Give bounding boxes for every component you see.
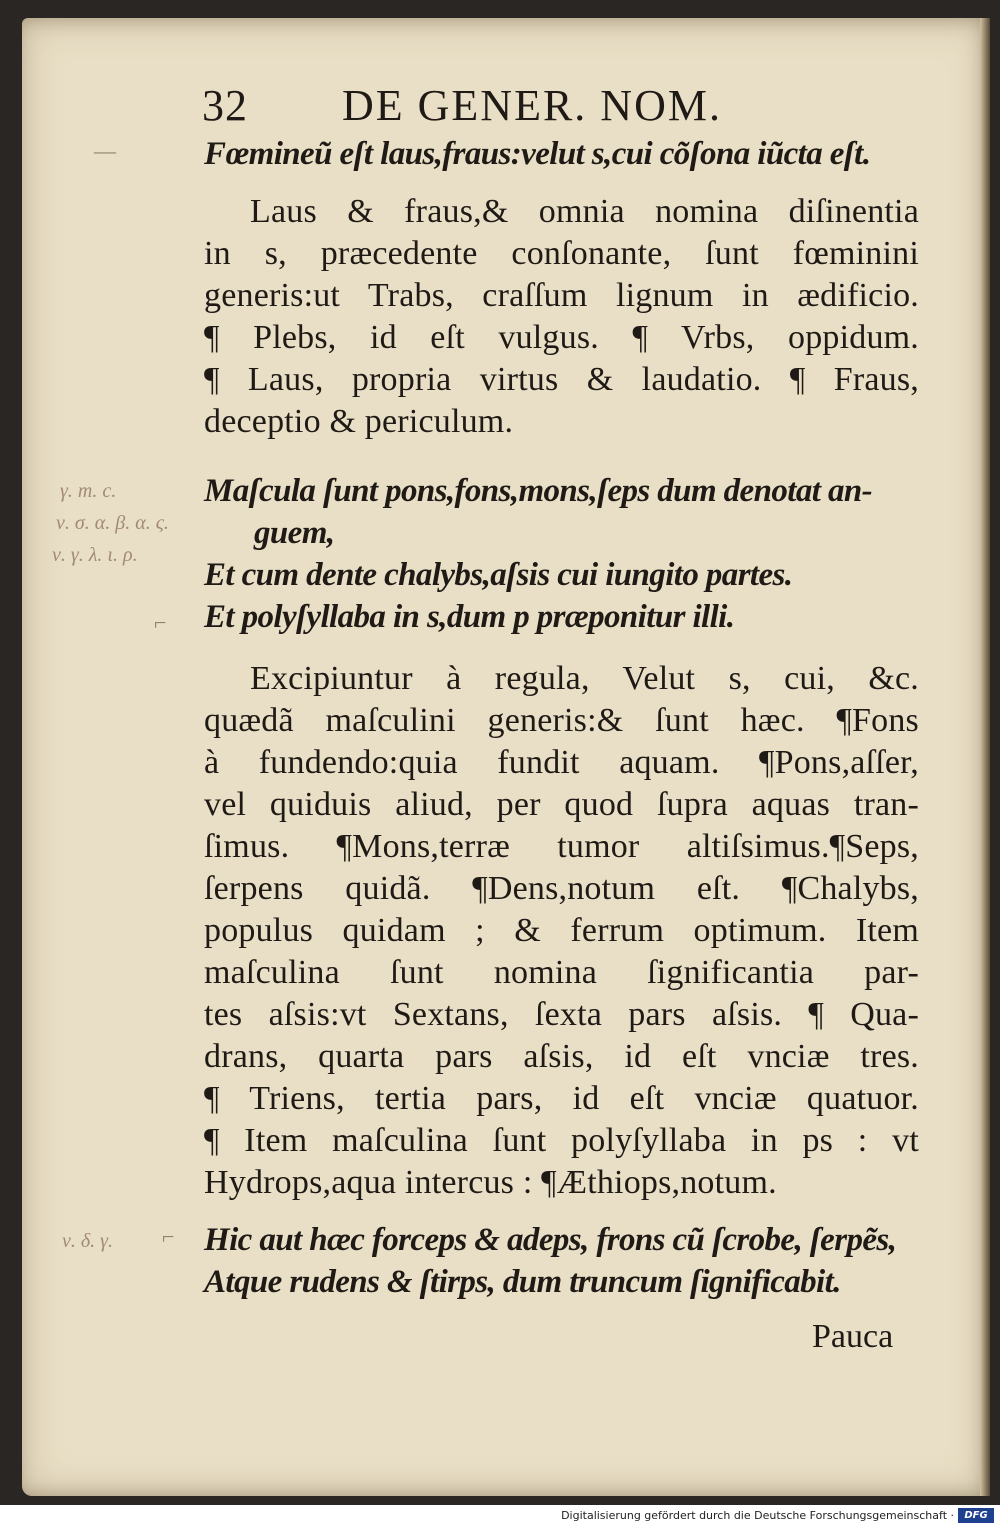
prose2-line-7: populus quidam ; & ferrum optimum. Item — [204, 912, 919, 949]
prose1-line-5: ¶ Laus, propria virtus & laudatio. ¶ Fraus, — [204, 361, 919, 398]
digitization-footer — [0, 1506, 1000, 1527]
prose2-line-9: tes aſsis:vt Sextans, ſexta pars aſsis. ¶ Qua- — [204, 996, 919, 1033]
prose2-line-3: à fundendo:quia fundit aquam. ¶Pons,aſſer, — [204, 744, 919, 781]
verse-rule-2-line-1: Maſcula ſunt pons,fons,mons,ſeps dum denotat an- — [204, 473, 872, 509]
prose2-line-10: drans, quarta pars aſsis, id eſt vnciæ tres. — [204, 1038, 919, 1075]
margin-mark: ⌐ — [154, 610, 167, 635]
verse-rule-1: Fœmineũ eſt laus,fraus:velut s,cui cõſona iũcta eſt. — [204, 136, 871, 172]
running-title: DE GENER. NOM. — [342, 81, 722, 130]
prose2-line-8: maſculina ſunt nomina ſignificantia par- — [204, 954, 919, 991]
prose1-line-1: Laus & fraus,& omnia nomina diſinentia — [250, 193, 919, 230]
verse-rule-2-line-4: Et polyſyllaba in s,dum p præponitur illi. — [204, 599, 735, 635]
prose1-line-6: deceptio & periculum. — [204, 403, 514, 440]
prose2-line-4: vel quiduis aliud, per quod ſupra aquas tran- — [204, 786, 919, 823]
margin-note-4: ν. δ. γ. — [62, 1230, 114, 1252]
book-page — [22, 18, 990, 1496]
page-gutter-edge — [980, 18, 990, 1496]
verse-rule-3-line-2: Atque rudens & ſtirps, dum truncum ſignificabit. — [204, 1264, 841, 1300]
verse-rule-2-line-2: guem, — [254, 515, 335, 551]
prose1-line-4: ¶ Plebs, id eſt vulgus. ¶ Vrbs, oppidum. — [204, 319, 919, 356]
margin-note-3: ν. γ. λ. ι. ρ. — [52, 544, 138, 566]
prose2-line-13: Hydrops,aqua intercus : ¶Æthiops,notum. — [204, 1164, 777, 1201]
verse-rule-3-line-1: Hic aut hæc forceps & adeps, frons cũ ſcrobe, ſerpẽs, — [204, 1222, 897, 1258]
prose2-line-2: quædã maſculini generis:& ſunt hæc. ¶Fons — [204, 702, 919, 739]
prose2-line-11: ¶ Triens, tertia pars, id eſt vnciæ quatuor. — [204, 1080, 919, 1117]
prose2-line-6: ſerpens quidã. ¶Dens,notum eſt. ¶Chalybs, — [204, 870, 919, 907]
prose1-line-3: generis:ut Trabs, craſſum lignum in ædificio. — [204, 277, 919, 314]
dfg-logo: DFG — [958, 1508, 994, 1523]
margin-note-2: ν. σ. α. β. α. ς. — [56, 512, 169, 534]
page-header — [202, 80, 802, 140]
margin-dash: — — [94, 138, 116, 163]
margin-note-1: γ. m. c. — [60, 480, 117, 502]
prose2-line-12: ¶ Item maſculina ſunt polyſyllaba in ps : vt — [204, 1122, 919, 1159]
catchword: Pauca — [812, 1318, 894, 1355]
margin-mark: ⌐ — [162, 1224, 175, 1249]
verse-rule-2-line-3: Et cum dente chalybs,aſsis cui iungito partes. — [204, 557, 793, 593]
prose1-line-2: in s, præcedente conſonante, ſunt fœminini — [204, 235, 919, 272]
funding-credit: Digitalisierung gefördert durch die Deutsche Forschungsgemeinschaft · — [561, 1509, 954, 1522]
page-number: 32 — [202, 81, 248, 130]
prose2-line-1: Excipiuntur à regula, Velut s, cui, &c. — [250, 660, 919, 697]
prose2-line-5: ſimus. ¶Mons,terræ tumor altiſsimus.¶Seps, — [204, 828, 919, 865]
